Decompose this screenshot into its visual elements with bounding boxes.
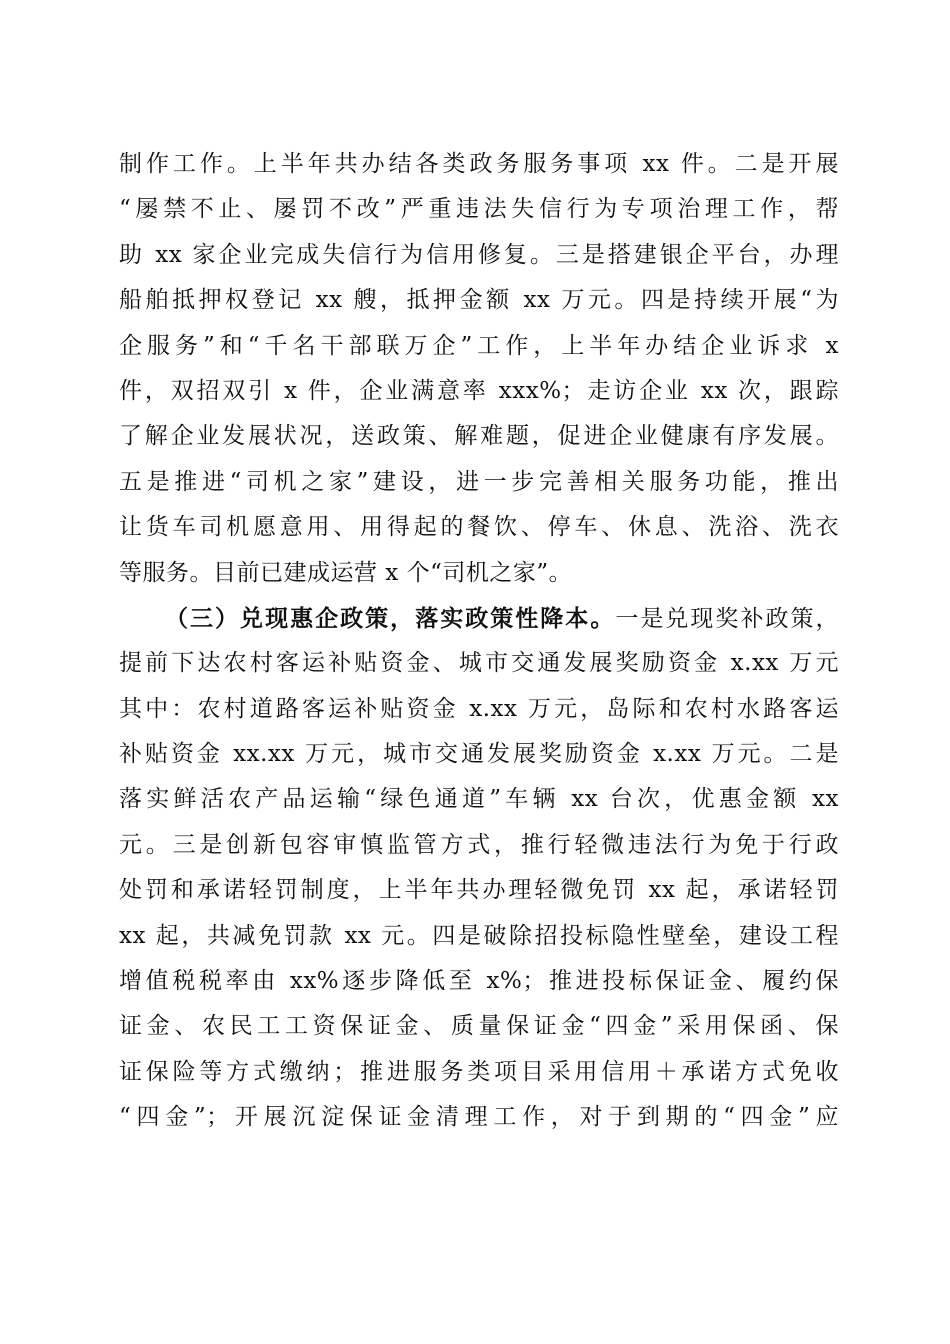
paragraph-line: 等服务。目前已建成运营 x 个“司机之家”。 [119,559,573,586]
paragraph-line: 处罚和承诺轻罚制度，上半年共办理轻微免罚 xx 起，承诺轻罚 [119,877,839,904]
paragraph-line: 船舶抵押权登记 xx 艘，抵押金额 xx 万元。四是持续开展“为 [119,287,839,314]
paragraph-line: 了解企业发展状况，送政策、解难题，促进企业健康有序发展。 [119,423,839,450]
paragraph-line: 落实鲜活农产品运输“绿色通道”车辆 xx 台次，优惠金额 xx [119,786,839,813]
paragraph-line: xx 起，共减免罚款 xx 元。四是破除招投标隐性壁垒，建设工程 [119,922,839,949]
section-heading-line [119,596,839,641]
paragraph-line: “屡禁不止、屡罚不改”严重违法失信行为专项治理工作，帮 [119,196,839,223]
paragraph-line: 其中：农村道路客运补贴资金 x.xx 万元，岛际和农村水路客运 [119,695,839,722]
section-heading-rest: 一是兑现奖补政策， [615,605,840,632]
paragraph-line: 五是推进“司机之家”建设，进一步完善相关服务功能，推出 [119,468,839,495]
paragraph-line: 让货车司机愿意用、用得起的餐饮、停车、休息、洗浴、洗衣 [119,514,839,541]
section-heading: （三）兑现惠企政策，落实政策性降本。 [165,604,616,632]
paragraph-line: 元。三是创新包容审慎监管方式，推行轻微违法行为免于行政 [119,831,839,858]
document-body [119,142,839,1141]
paragraph-line: 补贴资金 xx.xx 万元，城市交通发展奖励资金 x.xx 万元。二是 [119,741,839,768]
paragraph-line: 证金、农民工工资保证金、质量保证金“四金”采用保函、保 [119,1013,839,1040]
paragraph-line: 企服务”和“千名干部联万企”工作，上半年办结企业诉求 x [119,332,839,359]
paragraph-line: 证保险等方式缴纳；推进服务类项目采用信用＋承诺方式免收 [119,1058,839,1085]
paragraph-line: “四金”；开展沉淀保证金清理工作，对于到期的“四金”应 [119,1104,839,1131]
paragraph-line: 助 xx 家企业完成失信行为信用修复。三是搭建银企平台，办理 [119,241,839,268]
paragraph-line: 提前下达农村客运补贴资金、城市交通发展奖励资金 x.xx 万元 [119,650,839,677]
paragraph-line: 制作工作。上半年共办结各类政务服务事项 xx 件。二是开展 [119,151,839,177]
paragraph-line: 增值税税率由 xx%逐步降低至 x%；推进投标保证金、履约保 [119,968,839,995]
paragraph-line: 件，双招双引 x 件，企业满意率 xxx%；走访企业 xx 次，跟踪 [119,377,839,404]
